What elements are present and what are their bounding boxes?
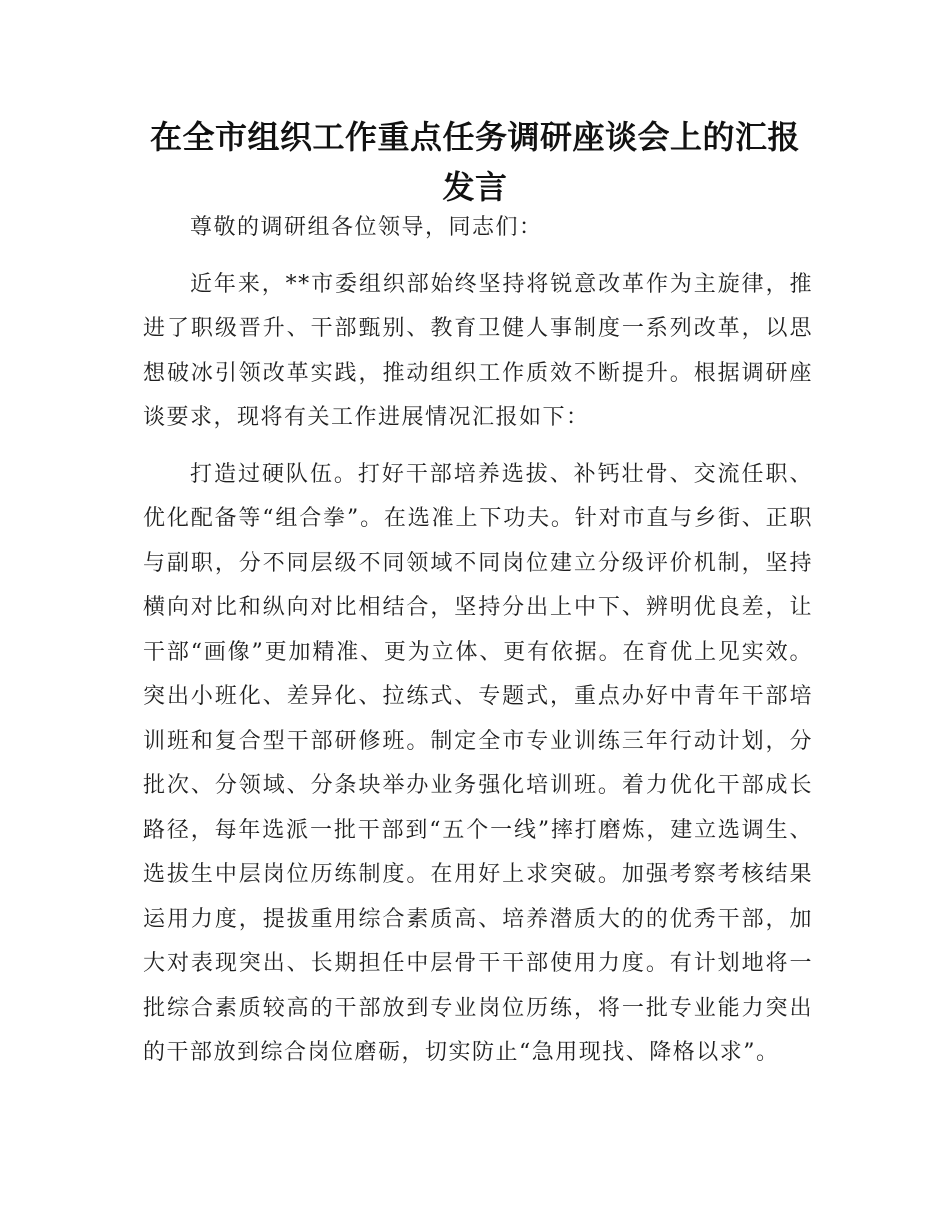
document-title xyxy=(100,112,850,212)
paragraph-intro: 近年来，**市委组织部始终坚持将锐意改革作为主旋律，推进了职级晋升、干部甄别、教育卫健人事制度一系列改革，以思想破冰引领改革实践，推动组织工作质效不断提升。根据调研座谈要求，现将有关工作进展情况汇报如下： xyxy=(143,271,813,430)
paragraph-team-building: 打造过硬队伍。打好干部培养选拔、补钙壮骨、交流任职、优化配备等“组合拳”。在选准上下功夫。针对市直与乡街、正职与副职，分不同层级不同领域不同岗位建立分级评价机制，坚持横向对比和纵向对比相结合，坚持分出上中下、辨明优良差，让干部“画像”更加精准、更为立体、更有依据。在育优上见实效。突出小班化、差异化、拉练式、专题式，重点办好中青年干部培训班和复合型干部研修班。制定全市专业训练三年行动计划，分批次、分领域、分条块举办业务强化培训班。着力优化干部成长路径，每年选派一批干部到“五个一线”摔打磨炼，建立选调生、选拔生中层岗位历练制度。在用好上求突破。加强考察考核结果运用力度，提拔重用综合素质高、培养潜质大的的优秀干部，加大对表现突出、长期担任中层骨干干部使用力度。有计划地将一批综合素质较高的干部放到专业岗位历练，将一批专业能力突出的干部放到综合岗位磨砺，切实防止“急用现找、降格以求”。 xyxy=(143,461,813,1065)
document-body xyxy=(143,206,813,1076)
title-line-1: 在全市组织工作重点任务调研座谈会上的汇报 xyxy=(149,118,800,156)
salutation: 尊敬的调研组各位领导，同志们： xyxy=(190,215,543,240)
title-line-2: 发言 xyxy=(442,168,508,206)
